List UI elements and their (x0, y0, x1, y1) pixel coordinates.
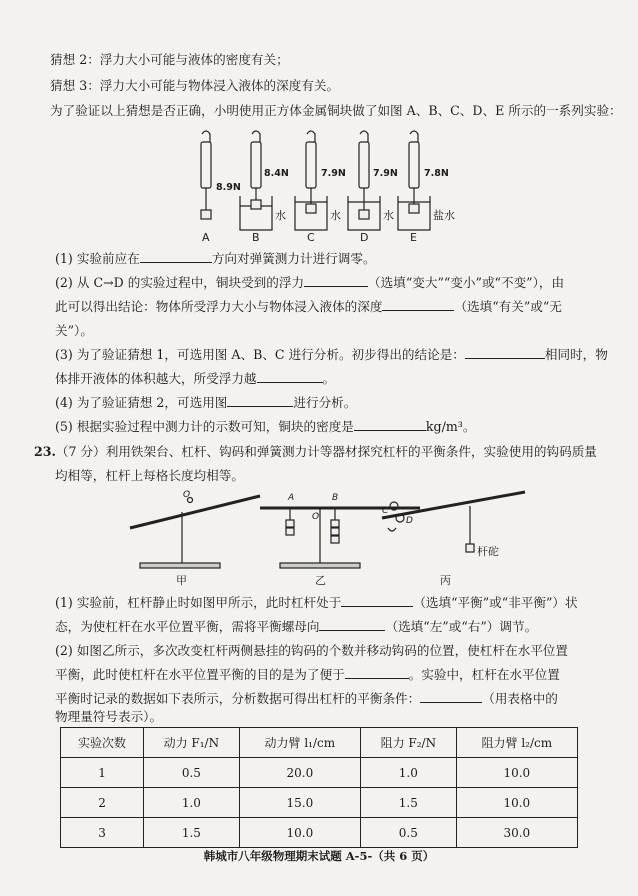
label-bing: 丙 (440, 574, 451, 587)
weight-label: 杆砣 (477, 545, 499, 558)
question-2: (2) 从 C→D 的实验过程中，铜块受到的浮力 （选填“变大”“变小”或“不变”），由 (55, 275, 565, 290)
mark-o-yi: O (312, 512, 320, 522)
reading-b: 8.4N (264, 168, 289, 179)
mark-c: C (382, 506, 389, 516)
label-jia: 甲 (176, 574, 187, 587)
table-header-cell: 动力 F₁/N (144, 728, 240, 758)
guess-3: 猜想 3：浮力大小可能与物体浸入液体的深度有关。 (50, 78, 340, 93)
liquid-e: 盐水 (433, 209, 455, 222)
label-b: B (252, 231, 260, 244)
spring-scale-d (348, 131, 380, 230)
table-row (61, 788, 578, 818)
table-row (61, 818, 578, 848)
question-1: (1) 实验前应在 方向对弹簧测力计进行调零。 (55, 251, 376, 266)
table-cell: 10.0 (239, 818, 360, 848)
table-row (61, 758, 578, 788)
p23-question-2-cont: 平衡，此时使杠杆在水平位置平衡的目的是为了便于 。实验中，杠杆在水平位置 (55, 667, 560, 682)
label-a: A (202, 231, 210, 244)
spring-scale-b (240, 131, 272, 230)
table-cell: 10.0 (456, 788, 577, 818)
table-cell: 1.5 (360, 788, 456, 818)
lever-data-table (60, 727, 578, 848)
liquid-d: 水 (383, 209, 394, 222)
table-cell: 10.0 (456, 758, 577, 788)
table-cell: 2 (61, 788, 144, 818)
buoyancy-figure (180, 128, 480, 246)
p23-question-2: (2) 如图乙所示，多次改变杠杆两侧悬挂的钩码的个数并移动钩码的位置，使杠杆在水平位置 (55, 643, 568, 658)
label-e: E (410, 231, 417, 244)
reading-a: 8.9N (216, 182, 241, 193)
question-2-cont: 此可以得出结论：物体所受浮力大小与物体浸入液体的深度 （选填“有关”或“无 (55, 299, 562, 314)
table-header-row (61, 728, 578, 758)
mark-b: B (332, 493, 339, 503)
table-cell: 1.0 (360, 758, 456, 788)
table-header-cell: 阻力臂 l₂/cm (456, 728, 577, 758)
mark-d: D (406, 516, 413, 526)
table-cell: 3 (61, 818, 144, 848)
mark-a: A (288, 493, 295, 503)
guess-2: 猜想 2：浮力大小可能与液体的密度有关； (50, 52, 289, 67)
question-2-end: 关”）。 (55, 323, 93, 338)
lever-jia (130, 496, 260, 568)
table-header-cell: 阻力 F₂/N (360, 728, 456, 758)
table-cell: 0.5 (360, 818, 456, 848)
table-cell: 0.5 (144, 758, 240, 788)
question-5: (5) 根据实验过程中测力计的示数可知，铜块的密度是 kg/m³。 (55, 419, 476, 434)
problem-23: 23.（7 分）利用铁架台、杠杆、钩码和弹簧测力计等器材探究杠杆的平衡条件，实验使用的钩码质量 (34, 444, 597, 459)
table-cell: 15.0 (239, 788, 360, 818)
table-cell: 30.0 (456, 818, 577, 848)
question-3-cont: 体排开液体的体积越大，所受浮力越 。 (55, 371, 336, 386)
problem-23-cont: 均相等，杠杆上每格长度均相等。 (55, 468, 244, 483)
spring-scale-a (201, 131, 211, 219)
reading-d: 7.9N (373, 168, 398, 179)
p23-question-2-end: 物理量符号表示）。 (55, 709, 163, 724)
p23-question-2-cont2: 平衡时记录的数据如下表所示，分析数据可得出杠杆的平衡条件： （用表格中的 (55, 691, 558, 706)
lever-figure (120, 488, 540, 588)
liquid-c: 水 (330, 209, 341, 222)
p23-question-1: (1) 实验前，杠杆静止时如图甲所示，此时杠杆处于 （选填“平衡”或“非平衡”）状 (55, 595, 578, 610)
table-cell: 20.0 (239, 758, 360, 788)
mark-o-jia: O (183, 490, 191, 500)
table-header-cell: 动力臂 l₁/cm (239, 728, 360, 758)
spring-scale-e (398, 131, 430, 230)
table-header-cell: 实验次数 (61, 728, 144, 758)
label-yi: 乙 (315, 574, 326, 587)
label-d: D (360, 231, 369, 244)
spring-scale-c (295, 131, 327, 230)
reading-e: 7.8N (424, 168, 449, 179)
liquid-b: 水 (275, 209, 286, 222)
lever-bing (382, 492, 525, 552)
table-cell: 1.5 (144, 818, 240, 848)
p23-question-1-cont: 态，为使杠杆在水平位置平衡，需将平衡螺母向 （选填“左”或“右”）调节。 (55, 619, 538, 634)
table-cell: 1.0 (144, 788, 240, 818)
reading-c: 7.9N (321, 168, 346, 179)
table-cell: 1 (61, 758, 144, 788)
page-footer: 韩城市八年级物理期末试题 A-5-（共 6 页） (203, 849, 435, 863)
experiment-intro: 为了验证以上猜想是否正确，小明使用正方体金属铜块做了如图 A、B、C、D、E 所示的一系列实验： (50, 103, 622, 118)
question-4: (4) 为了验证猜想 2，可选用图 进行分析。 (55, 395, 357, 410)
question-3: (3) 为了验证猜想 1，可选用图 A、B、C 进行分析。初步得出的结论是： 相同时，物 (55, 347, 608, 362)
label-c: C (307, 231, 315, 244)
